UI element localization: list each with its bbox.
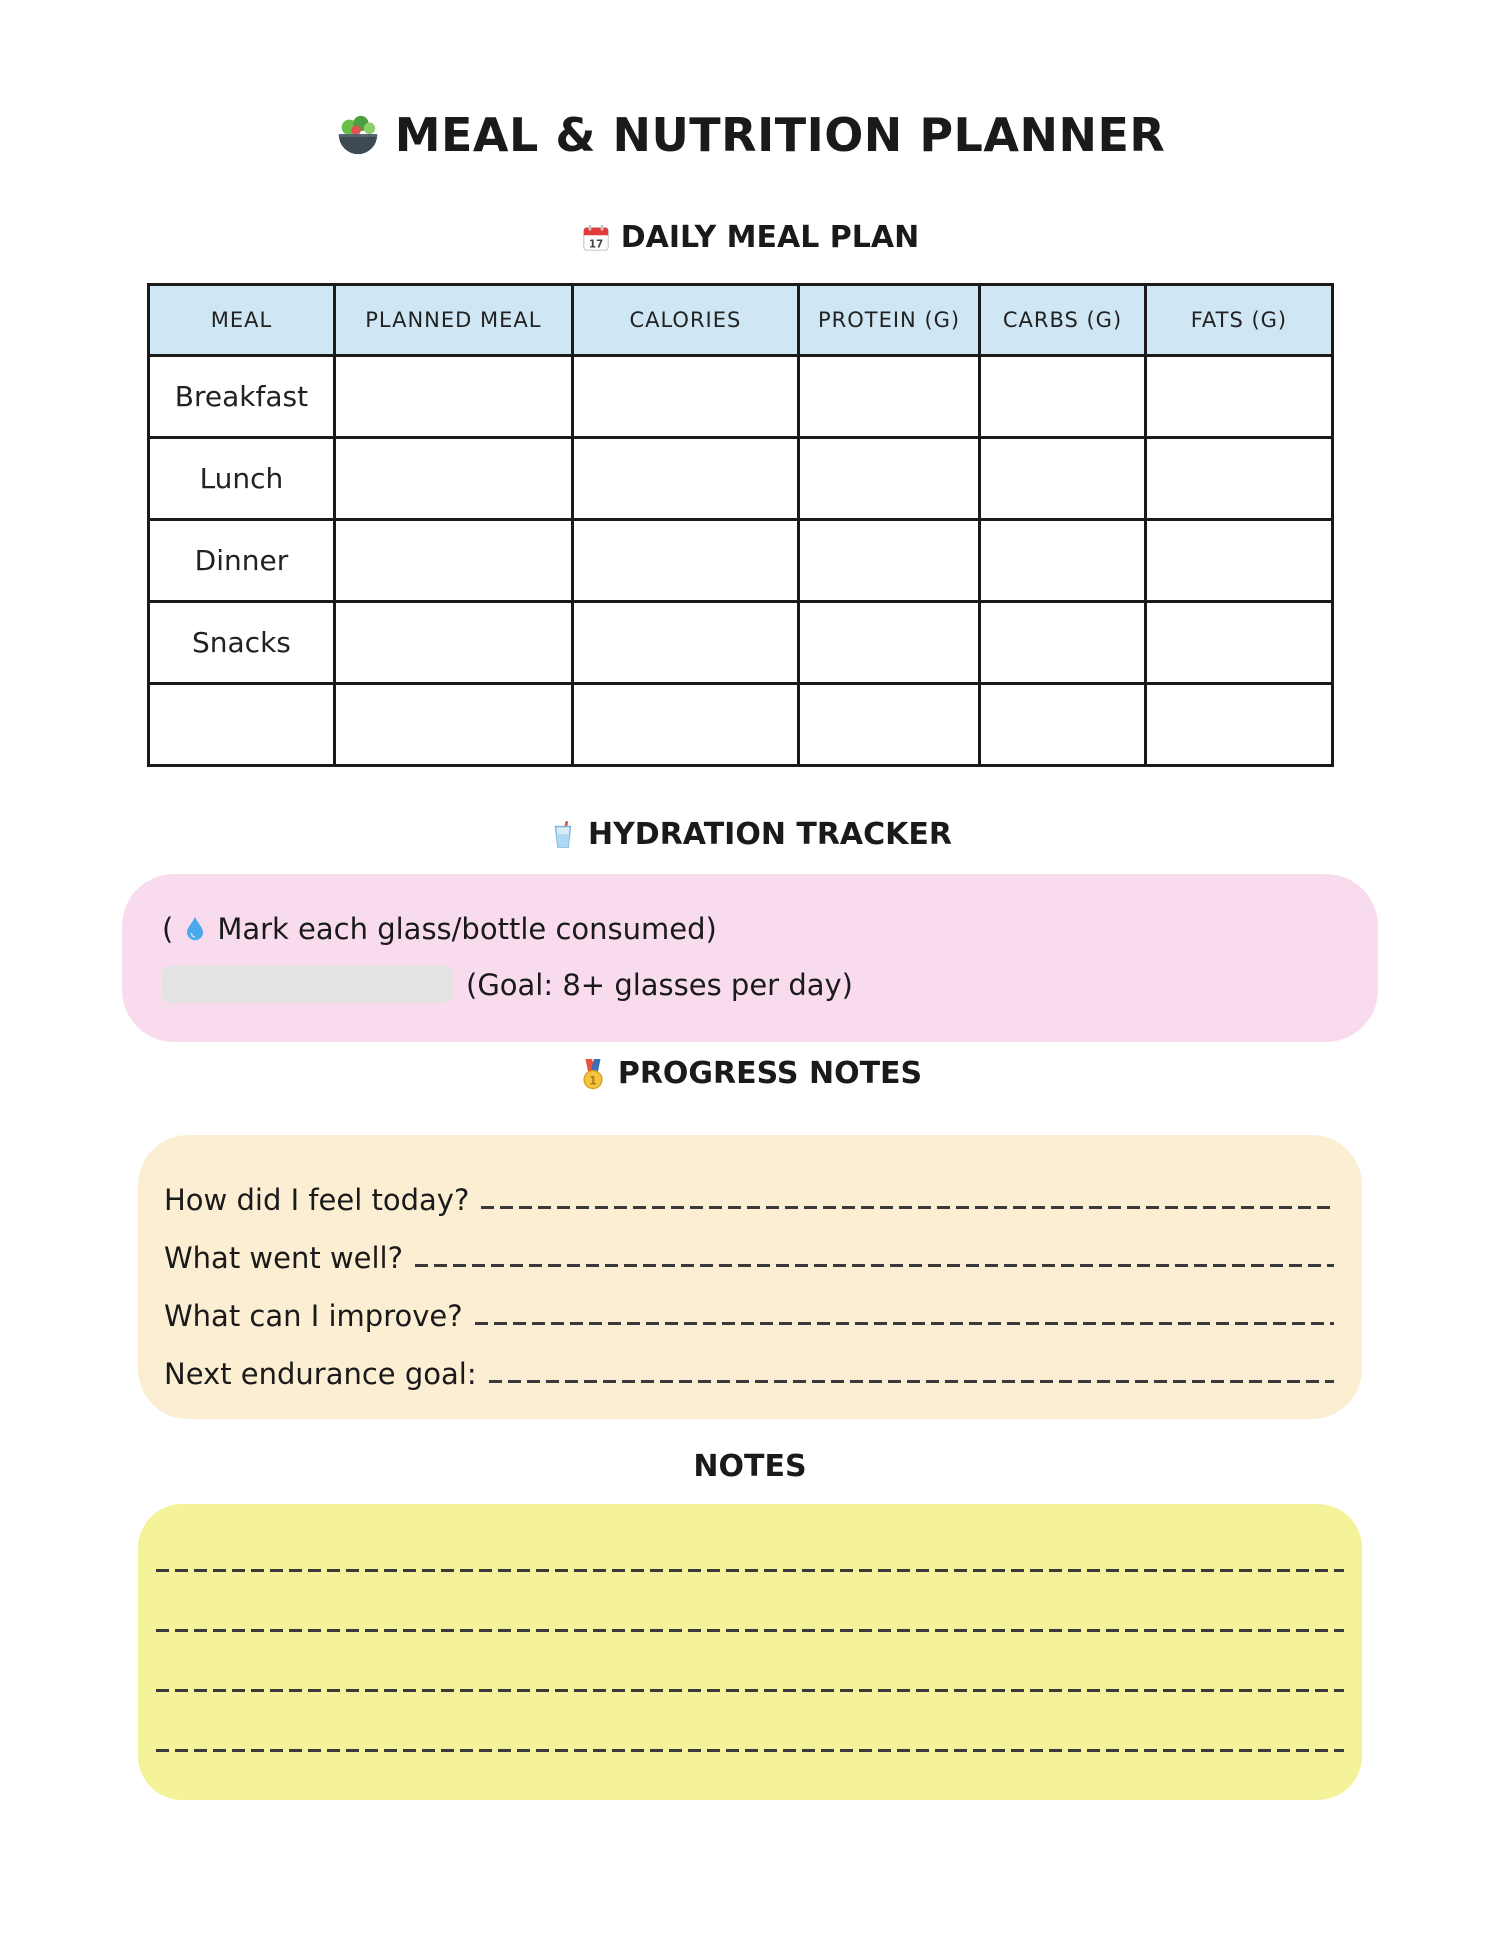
planned-meal-cell [334,684,572,766]
notes-line [156,1692,1344,1752]
meal-row-label [149,684,335,766]
table-row [149,602,1333,684]
page-title [0,108,1500,162]
column-header-protein: PROTEIN (G) [798,285,979,356]
progress-prompt-row [164,1219,1334,1277]
hydration-goal-row [162,966,1338,1003]
hydration-tracker-box [122,874,1378,1042]
notes-heading [0,1449,1500,1484]
progress-prompt-row [164,1161,1334,1219]
calories-cell [572,520,798,602]
carbs-cell [980,356,1146,438]
column-header-fats: FATS (G) [1145,285,1332,356]
planned-meal-cell [334,520,572,602]
progress-notes-heading-text: PROGRESS NOTES [617,1056,923,1091]
hydration-goal-text: (Goal: 8+ glasses per day) [466,967,853,1002]
notes-box [138,1504,1362,1800]
meal-row-label: Dinner [149,520,335,602]
table-row [149,684,1333,766]
fats-cell [1145,602,1332,684]
fats-cell [1145,684,1332,766]
protein-cell [798,356,979,438]
meal-row-label: Snacks [149,602,335,684]
meal-plan-heading [0,220,1500,255]
progress-prompt-row [164,1277,1334,1335]
progress-notes-heading [0,1056,1500,1091]
table-row [149,356,1333,438]
daily-meal-plan-table [147,283,1334,767]
carbs-cell [980,438,1146,520]
hydration-heading [0,817,1500,852]
progress-notes-box [138,1135,1362,1419]
meal-plan-heading-text: DAILY MEAL PLAN [620,220,920,255]
table-header-row [149,285,1333,356]
progress-prompt-row [164,1335,1334,1393]
progress-prompt-label: How did I feel today? [164,1182,470,1217]
fill-in-line [475,1322,1334,1325]
cup-with-straw-icon [548,820,578,850]
salad-icon [335,112,381,158]
droplet-icon [183,916,207,942]
gold-medal-icon [578,1058,608,1090]
hydration-note-open-paren: ( [162,912,174,946]
notes-line [156,1632,1344,1692]
page-title-text: MEAL & NUTRITION PLANNER [394,108,1166,162]
progress-prompt-label: What went well? [164,1240,404,1275]
notes-line [156,1512,1344,1572]
fill-in-line [415,1264,1334,1267]
svg-text:1: 1 [588,1073,597,1087]
column-header-planned-meal: PLANNED MEAL [334,285,572,356]
protein-cell [798,438,979,520]
fats-cell [1145,438,1332,520]
carbs-cell [980,602,1146,684]
notes-line [156,1572,1344,1632]
table-row [149,520,1333,602]
hydration-instruction [162,910,1338,948]
fats-cell [1145,520,1332,602]
meal-row-label: Lunch [149,438,335,520]
hydration-note-text: Mark each glass/bottle consumed) [217,912,717,946]
fill-in-line [489,1380,1334,1383]
carbs-cell [980,684,1146,766]
calories-cell [572,602,798,684]
calories-cell [572,438,798,520]
progress-prompt-label: What can I improve? [164,1298,463,1333]
protein-cell [798,520,979,602]
carbs-cell [980,520,1146,602]
planned-meal-cell [334,356,572,438]
notes-heading-text: NOTES [693,1449,807,1484]
calories-cell [572,684,798,766]
hydration-fill-blank [162,966,452,1003]
column-header-carbs: CARBS (G) [980,285,1146,356]
calendar-icon [581,223,611,253]
column-header-calories: CALORIES [572,285,798,356]
table-row [149,438,1333,520]
fats-cell [1145,356,1332,438]
calories-cell [572,356,798,438]
protein-cell [798,602,979,684]
meal-row-label: Breakfast [149,356,335,438]
fill-in-line [481,1206,1334,1209]
progress-prompt-label: Next endurance goal: [164,1356,477,1391]
svg-text:17: 17 [588,237,603,250]
planned-meal-cell [334,602,572,684]
planned-meal-cell [334,438,572,520]
protein-cell [798,684,979,766]
column-header-meal: MEAL [149,285,335,356]
hydration-heading-text: HYDRATION TRACKER [587,817,953,852]
